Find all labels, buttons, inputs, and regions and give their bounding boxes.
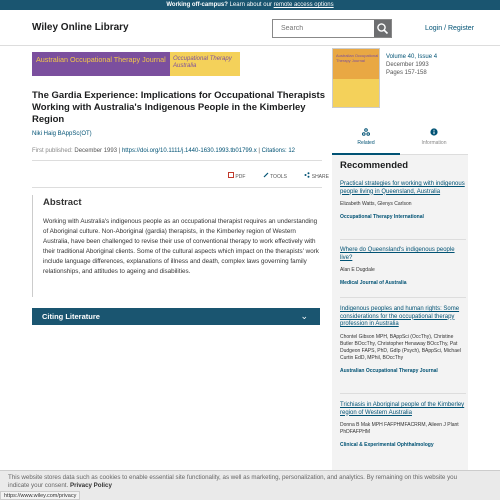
sidebar-tabs	[332, 125, 468, 155]
doi-link[interactable]: https://doi.org/10.1111/j.1440-1630.1993.tb01799.x	[121, 148, 257, 154]
info-icon	[430, 128, 438, 136]
divider	[32, 187, 322, 188]
recommended-title-link[interactable]: Practical strategies for working with indigenous people living in Queensland, Australia	[340, 181, 465, 195]
share-icon	[304, 172, 310, 178]
status-bar-url: https://www.wiley.com/privacy	[0, 491, 80, 500]
divider	[340, 393, 466, 394]
cover-title: Australian Occupational Therapy Journal	[336, 53, 379, 63]
recommended-journal[interactable]: Australian Occupational Therapy Journal	[340, 367, 438, 374]
separator: |	[258, 148, 262, 154]
citing-literature-toggle[interactable]	[32, 308, 320, 325]
share-label: SHARE	[311, 174, 329, 180]
recommended-authors: Alan E Dugdale	[340, 267, 375, 273]
journal-banner[interactable]	[32, 52, 240, 76]
publication-info	[32, 148, 295, 154]
recommended-authors: Chontel Gibson MPH, BAppSci (OccThy), Christine Butler BOccThy, Christopher Henaway BOccThy, Pat Dudgeon FAPS, PhD, GdIp (Psych), BAppSci, Michael Curtin EdD, MPhil, BOccThy	[340, 333, 461, 361]
citations-link[interactable]: Citations: 12	[261, 148, 296, 154]
article-tools	[228, 172, 345, 180]
issue-info	[386, 53, 437, 77]
tools-button[interactable]	[263, 174, 295, 180]
recommended-title-link[interactable]: Trichiasis in Aboriginal people of the Kimberley region of Western Australia	[340, 402, 465, 416]
recommended-journal[interactable]: Occupational Therapy International	[340, 214, 424, 220]
cookie-message: This website stores data such as cookies to enable essential site functionality, as well as marketing, personalization, and analytics. By remaining on this website you indicate your consent.	[8, 474, 458, 489]
wiley-logo[interactable]: Wiley Online Library	[32, 22, 129, 33]
journal-name: Australian Occupational Therapy Journal	[32, 52, 170, 76]
abstract-heading: Abstract	[43, 197, 82, 208]
abstract-text: Working with Australia's indigenous people as an occupational therapist requires an understanding of Aboriginal culture. Non-Aboriginal (gardia) therapists, in the Kimberley region of Western Australia, have been challenged to revise their use of conventional therapy to work effectively with their traditional Aboriginal clients. Some of the cultural aspects which impact on the therapists' work include language differences, explanations of illness and death, complex laws governing family relationships, and attitudes to ageing and disabilities.	[43, 218, 319, 275]
ota-logo: Occupational Therapy Australia	[170, 52, 240, 76]
pdf-label: PDF	[235, 174, 246, 180]
journal-cover[interactable]	[332, 48, 380, 108]
recommended-title-link[interactable]: Where do Queensland's indigenous people live?	[340, 247, 455, 261]
tools-label: TOOLS	[270, 174, 287, 180]
related-icon	[362, 128, 370, 136]
tab-related-label: Related	[357, 140, 375, 146]
sidebar	[332, 45, 468, 465]
chevron-down-icon: ⌄	[300, 311, 308, 321]
recommended-authors: Elizabeth Watts, Glenys Carlson	[340, 201, 412, 207]
divider	[340, 297, 466, 298]
issue-date: December 1993	[386, 62, 429, 68]
first-published-date: December 1993	[74, 148, 118, 154]
learn-text: Learn about our	[227, 2, 274, 8]
divider	[340, 239, 466, 240]
recommended-title-link[interactable]: Indigenous peoples and human rights: Some considerations for the occupational therapy profession in Australia	[340, 306, 460, 327]
citing-literature-label: Citing Literature	[42, 312, 100, 321]
search-icon	[374, 20, 391, 37]
remote-access-link[interactable]: remote access options	[273, 2, 334, 8]
list-item	[340, 402, 466, 448]
recommended-journal[interactable]: Medical Journal of Australia	[340, 280, 407, 286]
pdf-button[interactable]	[228, 174, 253, 180]
search-input[interactable]	[273, 20, 375, 37]
issue-pages: Pages 157-158	[386, 70, 427, 76]
list-item	[340, 306, 466, 374]
off-campus-label: Working off-campus?	[166, 2, 228, 8]
abstract-section	[32, 195, 320, 297]
tab-related[interactable]	[332, 125, 400, 155]
login-register-link[interactable]: Login / Register	[425, 25, 475, 32]
author-link[interactable]: Niki Haig BAppSc(OT)	[32, 131, 92, 137]
first-published-label: First published:	[32, 148, 73, 154]
privacy-policy-link[interactable]: Privacy Policy	[69, 482, 112, 489]
recommended-journal[interactable]: Clinical & Experimental Ophthalmology	[340, 442, 434, 448]
article-title: The Gardia Experience: Implications for Occupational Therapists Working with Australia's Indigenous People in the Kimberley Region	[32, 90, 325, 125]
pdf-icon	[228, 172, 234, 178]
volume-issue-link[interactable]: Volume 40, Issue 4	[386, 54, 438, 60]
list-item	[340, 247, 466, 286]
recommended-panel	[332, 155, 468, 470]
separator: |	[118, 148, 122, 154]
cookie-text	[8, 474, 478, 490]
list-item	[340, 181, 466, 220]
site-header	[0, 10, 500, 46]
recommended-authors: Donna B Mak MPH FAFPHMFACRRM, Aileen J Plant PhDFAFPHM	[340, 422, 459, 435]
tab-information[interactable]	[400, 125, 468, 155]
divider	[32, 160, 322, 161]
search-button[interactable]	[374, 20, 391, 37]
remote-access-bar	[0, 0, 500, 10]
wrench-icon	[263, 172, 269, 178]
recommended-heading: Recommended	[340, 160, 409, 171]
tab-information-label: Information	[421, 140, 447, 146]
search-box	[272, 19, 392, 38]
